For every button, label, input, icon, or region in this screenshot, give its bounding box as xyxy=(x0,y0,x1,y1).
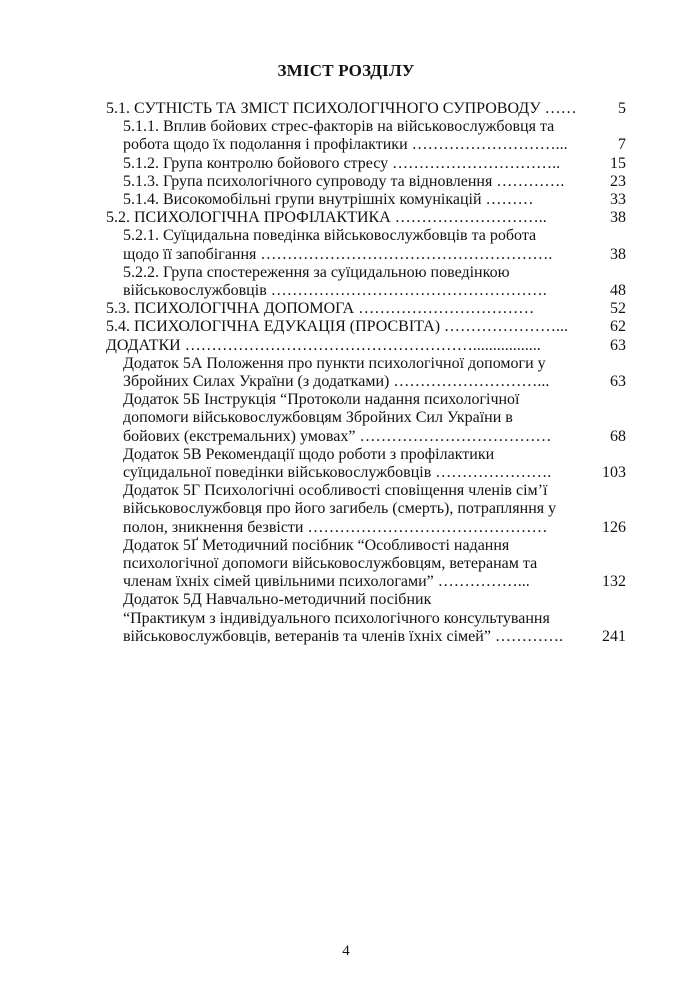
toc-entry-text: Додаток 5Г Психологічні особливості сповіщення членів сім’ї xyxy=(123,482,548,500)
toc-page-number: 62 xyxy=(610,318,626,336)
toc-page-number: 63 xyxy=(610,336,626,354)
toc-subsection-entry xyxy=(106,482,626,537)
toc-page-number: 126 xyxy=(602,518,626,536)
toc-section-entry xyxy=(106,318,626,336)
toc-entry-text: суїцидальної поведінки військовослужбовців …………………. xyxy=(123,464,552,482)
toc-entry-text: військовослужбовця про його загибель (смерть), потрапляння у xyxy=(123,500,557,518)
toc-subsection-entry xyxy=(106,227,626,263)
toc-entry-text: психологічної допомоги військовослужбовцям, ветеранам та xyxy=(123,555,538,573)
toc-page-number: 132 xyxy=(602,573,626,591)
section-title: ЗМІСТ РОЗДІЛУ xyxy=(277,61,415,80)
toc-page-number: 68 xyxy=(610,427,626,445)
toc-entry-text: 5.2.2. Група спостереження за суїцидальною поведінкою xyxy=(123,263,510,281)
toc-entry-text: Додаток 5Д Навчально-методичний посібник xyxy=(123,591,432,609)
toc-entry-text: 5.1.2. Група контролю бойового стресу ………………………….. xyxy=(123,154,561,172)
toc-entry-text: ДОДАТКИ ………………………………………………................. xyxy=(106,336,541,354)
toc-subsection-entry xyxy=(106,155,626,173)
toc-entry-text: щодо її запобігання ………………………………………………. xyxy=(123,245,553,263)
toc-section-entry xyxy=(106,300,626,318)
toc-entry-text: 5.1.4. Високомобільні групи внутрішніх комунікацій ……… xyxy=(123,191,534,209)
toc-subsection-entry xyxy=(106,355,626,391)
toc-page-number: 63 xyxy=(610,373,626,391)
toc-entry-text: 5.4. ПСИХОЛОГІЧНА ЕДУКАЦІЯ (ПРОСВІТА) …………………... xyxy=(106,318,569,336)
toc-entry-text: 5.1. СУТНІСТЬ ТА ЗМІСТ ПСИХОЛОГІЧНОГО СУПРОВОДУ …… xyxy=(106,100,577,117)
toc-page-number: 241 xyxy=(602,627,626,645)
toc-section-entry xyxy=(106,100,626,118)
toc-page-number: 15 xyxy=(610,154,626,172)
toc-entry-text: Збройних Силах України (з додатками) ………………………... xyxy=(123,373,550,391)
toc-page-number: 48 xyxy=(610,282,626,300)
toc-entry-text: полон, зникнення безвісти ……………………………………… xyxy=(123,518,548,536)
toc-page-number: 33 xyxy=(610,191,626,209)
page-number: 4 xyxy=(342,943,350,959)
toc-section-entry xyxy=(106,337,626,355)
toc-subsection-entry xyxy=(106,264,626,300)
toc-subsection-entry xyxy=(106,118,626,154)
toc-page-number: 103 xyxy=(602,464,626,482)
toc-entry-text: “Практикум з індивідуального психологічного консультування xyxy=(123,609,550,627)
toc-entry-text: членам їхніх сімей цивільними психологами” ……………... xyxy=(123,573,530,591)
toc-entry-text: Додаток 5Ґ Методичний посібник “Особливості надання xyxy=(123,536,510,554)
toc-entry-text: 5.3. ПСИХОЛОГІЧНА ДОПОМОГА …………………………… xyxy=(106,300,535,318)
toc-entry-text: військовослужбовців ……………………………………………. xyxy=(123,282,547,300)
toc-page-number: 23 xyxy=(610,172,626,190)
toc-entry-text: робота щодо їх подолання і профілактики ………………………... xyxy=(123,136,568,154)
toc-entry-text: 5.2. ПСИХОЛОГІЧНА ПРОФІЛАКТИКА ……………………….. xyxy=(106,209,547,227)
toc-subsection-entry xyxy=(106,591,626,646)
toc-section-entry xyxy=(106,209,626,227)
toc-entry-text: 5.1.1. Вплив бойових стрес-факторів на військовослужбовця та xyxy=(123,118,555,136)
toc-subsection-entry xyxy=(106,391,626,446)
table-of-contents xyxy=(106,100,626,646)
toc-page-number: 38 xyxy=(610,245,626,263)
toc-page-number: 52 xyxy=(610,300,626,318)
toc-subsection-entry xyxy=(106,537,626,592)
toc-entry-text: Додаток 5В Рекомендації щодо роботи з профілактики xyxy=(123,445,495,463)
toc-subsection-entry xyxy=(106,191,626,209)
toc-page-number: 7 xyxy=(618,136,626,154)
toc-subsection-entry xyxy=(106,173,626,191)
toc-entry-text: 5.1.3. Група психологічного супроводу та відновлення …………. xyxy=(123,172,565,190)
toc-entry-text: 5.2.1. Суїцидальна поведінка військовослужбовців та робота xyxy=(123,227,537,245)
toc-entry-text: бойових (екстремальних) умовах” ……………………………… xyxy=(123,427,552,445)
toc-entry-text: допомоги військовослужбовцям Збройних Сил України в xyxy=(123,409,513,427)
toc-page-number: 38 xyxy=(610,209,626,227)
toc-entry-text: Додаток 5А Положення про пункти психологічної допомоги у xyxy=(123,354,546,372)
toc-entry-text: військовослужбовців, ветеранів та членів їхніх сімей” …………. xyxy=(123,627,563,645)
toc-page-number: 5 xyxy=(618,100,626,117)
toc-subsection-entry xyxy=(106,446,626,482)
toc-entry-text: Додаток 5Б Інструкція “Протоколи надання психологічної xyxy=(123,391,520,409)
